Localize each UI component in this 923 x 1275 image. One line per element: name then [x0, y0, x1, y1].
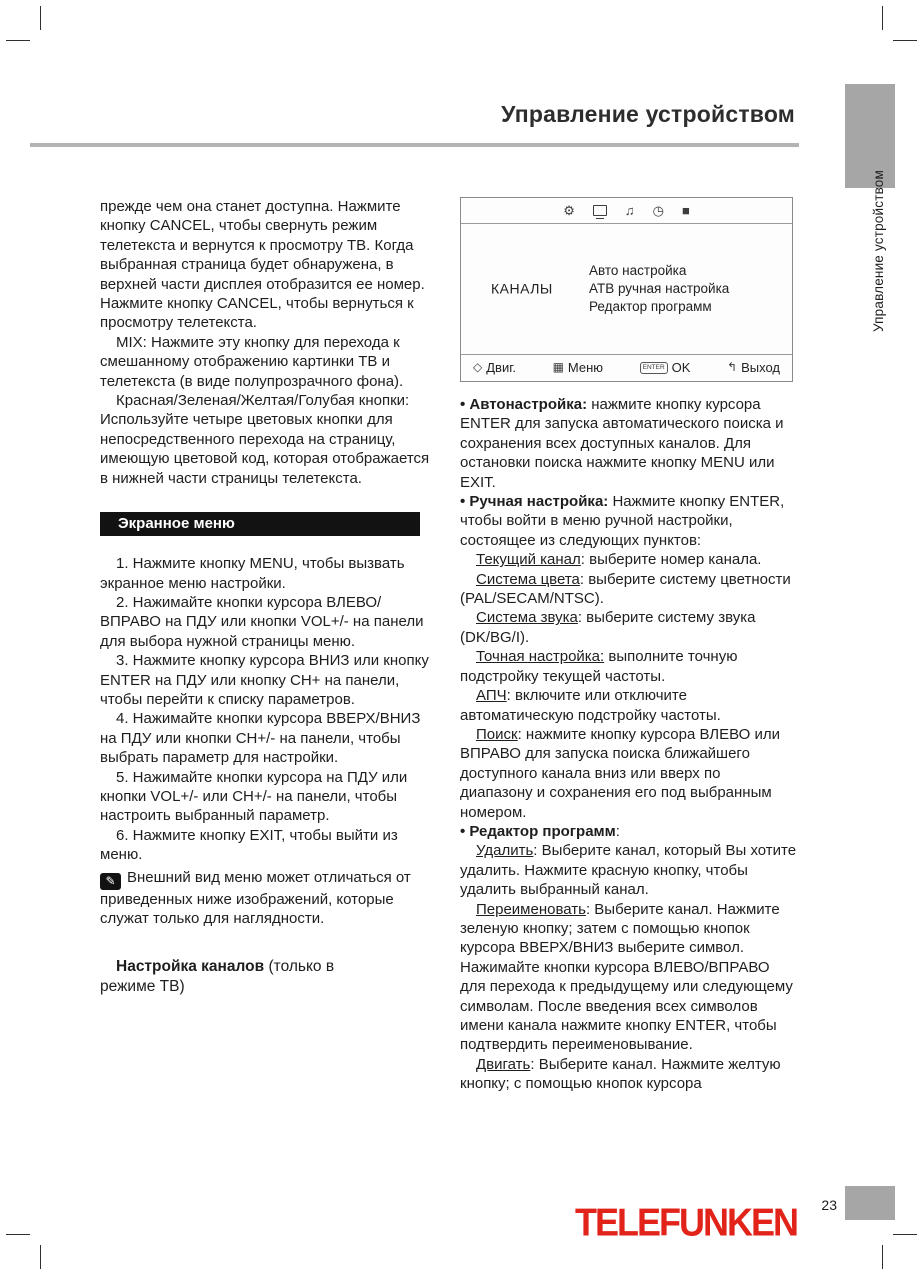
term-paragraph — [460, 1055, 797, 1094]
paragraph: MIX: Нажмите эту кнопку для перехода к смешанному отображению картинки ТВ и телетекста (в виде полупрозрачного фона). — [100, 333, 404, 390]
term-text: : Выберите канал. Нажмите желтую кнопку; с помощью кнопок курсора — [460, 1055, 781, 1093]
paragraph: Красная/Зеленая/Желтая/Голубая кнопки: Используйте четыре цветовых кнопки для непосредственного перехода на страницу, имеющую цветовой код, которая отображается в нижней части страницы телетекста. — [100, 392, 430, 487]
tv-menu-item: Редактор программ — [589, 299, 712, 314]
stop-square-icon: ■ — [681, 202, 690, 218]
crop-mark — [893, 40, 917, 41]
crop-mark — [6, 40, 30, 41]
term-text: : нажмите кнопку курсора ВЛЕВО или ВПРАВО для запуска поиска ближайшего доступного канала вниз или вверх по диапазону и сохранения его под выбранным номером. — [460, 725, 780, 821]
footer-ok-hint — [640, 358, 691, 377]
settings-gear-icon: ⚙ — [563, 202, 575, 218]
move-icon: ◇ — [473, 360, 483, 375]
bullet-lead: Ручная настройка: — [469, 493, 609, 511]
section-header-label: Экранное меню — [118, 515, 235, 533]
page-number: 23 — [821, 1197, 837, 1213]
crop-mark — [40, 6, 41, 30]
term-text: выполните точную подстройку текущей частоты. — [460, 648, 738, 685]
term-paragraph — [460, 550, 797, 569]
term-lead: Двигать — [476, 1055, 531, 1073]
term-lead: АПЧ — [476, 687, 507, 705]
term-paragraph — [460, 608, 797, 647]
step-item: 6. Нажмите кнопку EXIT, чтобы выйти из меню. — [100, 826, 398, 864]
step-item: 2. Нажимайте кнопки курсора ВЛЕВО/ВПРАВО на ПДУ или кнопки VOL+/- на панели для выбора нужной страницы меню. — [100, 593, 424, 650]
term-text: : выберите систему цветности (PAL/SECAM/NTSC). — [460, 570, 791, 608]
subsection-title-rest: (только в режиме ТВ) — [100, 958, 335, 995]
tv-menu-icon-row — [461, 198, 792, 224]
crop-mark — [882, 1245, 883, 1269]
display-icon — [593, 205, 607, 216]
term-paragraph — [460, 570, 797, 609]
bullet-paragraph — [460, 395, 797, 492]
step-item: 3. Нажмите кнопку курсора ВНИЗ или кнопку ENTER на ПДУ или кнопку CH+ на панели, чтобы перейти к списку параметров. — [100, 652, 429, 708]
paragraph: прежде чем она станет доступна. Нажмите кнопку CANCEL, чтобы свернуть режим телетекста и вернутся к просмотру ТВ. Когда выбранная страница будет обнаружена, в верхней части дисплея отобразится ее номер. Нажмите кнопку CANCEL, чтобы вернуться к просмотру телетекста. — [100, 198, 425, 332]
right-column — [460, 197, 797, 1094]
term-text: : выберите номер канала. — [580, 551, 762, 569]
tv-menu-footer — [461, 354, 792, 381]
term-lead: Удалить — [476, 842, 534, 860]
term-lead: Система звука — [476, 609, 578, 627]
term-lead: Система цвета — [476, 570, 580, 588]
tv-menu-category: КАНАЛЫ — [491, 280, 553, 297]
term-lead: Текущий канал — [476, 551, 581, 569]
term-text: : Выберите канал. Нажмите зеленую кнопку; затем с помощью кнопок курсора ВВЕРХ/ВНИЗ выберите символ. Нажимайте кнопки курсора ВЛЕВО/ВПРАВО для перехода к предыдущему или следующему символам. После введения всех символов имени канала нажмите кнопку ENTER, чтобы подтвердить переименовывание. — [460, 900, 793, 1054]
chapter-vertical-label: Управление устройством — [871, 170, 886, 333]
clock-icon: ◷ — [652, 202, 664, 218]
note-pen-icon: ✎ — [100, 873, 121, 890]
term-text: : включите или отключите автоматическую подстройку частоты. — [460, 687, 721, 724]
brand-logo: TELEFUNKEN — [575, 1200, 797, 1245]
step-item: 5. Нажимайте кнопки курсора на ПДУ или кнопки VOL+/- или CH+/- на панели, чтобы настроить выбранный параметр. — [100, 768, 408, 825]
bullet-lead: Редактор программ — [469, 822, 616, 840]
bullet-lead: Автонастройка: — [469, 396, 588, 413]
tv-menu-screenshot — [460, 197, 793, 382]
chapter-tab — [845, 84, 895, 188]
menu-grid-icon: ▦ — [552, 360, 564, 375]
footer-move-hint — [473, 358, 516, 377]
bullet-text: нажмите кнопку курсора ENTER для запуска автоматического поиска и сохранения всех доступных каналов. Для остановки поиска нажмите кнопку MENU или EXIT. — [460, 396, 784, 491]
left-column — [100, 197, 438, 996]
step-item: 4. Нажимайте кнопки курсора ВВЕРХ/ВНИЗ на ПДУ или кнопки CH+/- на панели, чтобы выбрать параметр для настройки. — [100, 710, 421, 767]
ok-label: OK — [671, 360, 691, 376]
tv-menu-item: АТВ ручная настройка — [589, 281, 730, 296]
crop-mark — [6, 1234, 30, 1235]
bullet-text: : — [615, 822, 620, 840]
bullet-paragraph — [460, 492, 797, 550]
term-paragraph — [460, 686, 797, 725]
term-paragraph — [460, 725, 797, 822]
footer-tab — [845, 1186, 895, 1220]
footer-exit-hint — [727, 358, 780, 377]
term-text: : выберите систему звука (DK/BG/I). — [460, 609, 756, 646]
crop-mark — [40, 1245, 41, 1269]
header-divider — [30, 143, 799, 147]
term-lead: Точная настройка: — [476, 648, 605, 666]
move-label: Двиг. — [486, 360, 516, 376]
term-paragraph — [460, 841, 797, 899]
exit-label: Выход — [741, 360, 780, 376]
note-paragraph — [100, 868, 438, 929]
page-title: Управление устройством — [501, 101, 795, 127]
return-arrow-icon: ↰ — [727, 360, 738, 375]
term-paragraph — [460, 900, 797, 1055]
term-lead: Переименовать — [476, 900, 586, 918]
section-header-bar — [100, 512, 420, 536]
tv-menu-body — [461, 224, 792, 354]
tv-menu-item: Авто настройка — [589, 263, 687, 278]
subsection-title — [100, 957, 362, 996]
term-paragraph — [460, 647, 797, 686]
term-lead: Поиск — [476, 725, 518, 743]
crop-mark — [893, 1234, 917, 1235]
term-text: : Выберите канал, который Вы хотите удалить. Нажмите красную кнопку, чтобы удалить выбранный канал. — [460, 842, 797, 899]
enter-key-icon: ENTER — [640, 362, 668, 374]
note-text: Внешний вид меню может отличаться от приведенных ниже изображений, которые служат только для наглядности. — [100, 868, 411, 927]
crop-mark — [882, 6, 883, 30]
subsection-title-bold: Настройка каналов — [116, 958, 265, 976]
menu-label: Меню — [567, 360, 604, 376]
music-note-icon: ♫ — [624, 202, 635, 218]
bullet-text: Нажмите кнопку ENTER, чтобы войти в меню ручной настройки, состоящее из следующих пунктов: — [460, 493, 785, 549]
tv-menu-item-list — [589, 262, 729, 316]
step-item: 1. Нажмите кнопку MENU, чтобы вызвать экранное меню настройки. — [100, 555, 405, 592]
footer-menu-hint — [553, 358, 603, 377]
bullet-paragraph — [460, 822, 797, 841]
